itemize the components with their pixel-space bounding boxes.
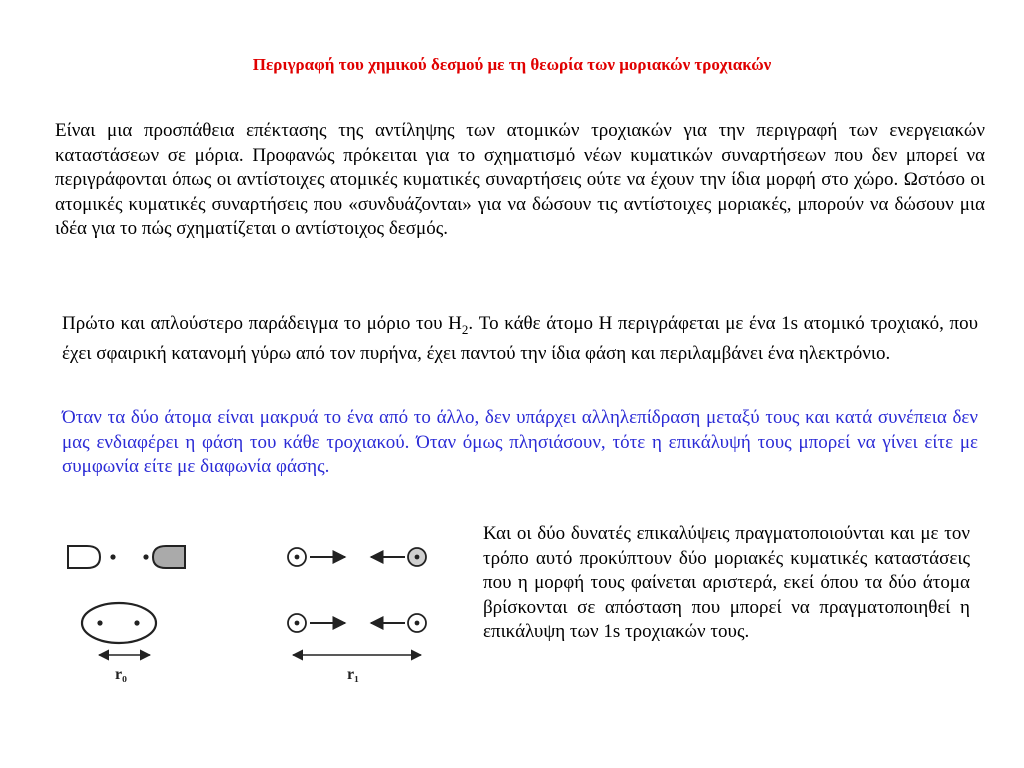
- r1-label: r₁: [347, 666, 359, 683]
- h2-example-paragraph: [62, 312, 978, 367]
- orbital-diagram: [55, 530, 455, 690]
- approaching-atoms-bottom: [288, 614, 426, 632]
- orbital-overlap-figure: [55, 530, 455, 690]
- example-text-after: . Το κάθε άτομο H περιγράφεται με ένα 1s ατομικό τροχιακό, που έχει σφαιρική κατανομή γύρω από τον πυρήνα, έχει παντού την ίδια φάση και περιλαμβάνει ένα ηλεκτρόνιο.: [62, 313, 978, 365]
- r0-label: r₀: [115, 666, 127, 683]
- nucleus-dot: [134, 620, 139, 625]
- nucleus-dot: [97, 620, 102, 625]
- nucleus-dot: [143, 554, 148, 559]
- left-lobe-empty: [68, 546, 100, 568]
- approaching-atoms-top: [288, 548, 426, 566]
- bonding-ellipse: [82, 603, 156, 643]
- intro-paragraph: Είναι μια προσπάθεια επέκτασης της αντίληψης των ατομικών τροχιακών για την περιγραφή των ενεργειακών καταστάσεων σε μόρια. Προφανώς πρόκειται για το σχηματισμό νέων κυματικών συναρτήσεων που δεν μπορεί να περιγράφονται όπως οι αντίστοιχες ατομικές κυματικές συναρτήσεις ούτε να έχουν την ίδια μορφή στο χώρο. Ωστόσο οι ατομικές κυματικές συναρτήσεις που «συνδυάζονται» για να δώσουν τις αντίστοιχες μοριακές, μπορούν να δώσουν μια ιδέα για το πώς σχηματίζεται ο αντίστοιχος δεσμός.: [55, 120, 985, 239]
- antibonding-lobes: [68, 546, 185, 568]
- example-text-before: Πρώτο και απλούστερο παράδειγμα το μόριο του H: [62, 313, 462, 334]
- overlap-paragraph: Και οι δύο δυνατές επικαλύψεις πραγματοποιούνται και με τον τρόπο αυτό προκύπτουν δύο μοριακές κυματικές καταστάσεις που η μορφή τους φαίνεται αριστερά, εκεί όπου τα δύο άτομα βρίσκονται σε απόσταση που μπορεί να πραγματοποιηθεί η επικάλυψη των 1s τροχιακών τους.: [483, 523, 970, 642]
- nucleus-dot: [110, 554, 115, 559]
- right-lobe-shaded: [153, 546, 185, 568]
- example-subscript: 2: [461, 321, 469, 337]
- page-title: Περιγραφή του χημικού δεσμού με τη θεωρία των μοριακών τροχιακών: [252, 55, 772, 74]
- interaction-paragraph: Όταν τα δύο άτομα είναι μακρυά το ένα από το άλλο, δεν υπάρχει αλληλεπίδραση μεταξύ τους και κατά συνέπεια δεν μας ενδιαφέρει η φάση του κάθε τροχιακού. Όταν όμως πλησιάσουν, τότε η επικάλυψή τους μπορεί να γίνει είτε με συμφωνία είτε με διαφωνία φάσης.: [62, 407, 978, 477]
